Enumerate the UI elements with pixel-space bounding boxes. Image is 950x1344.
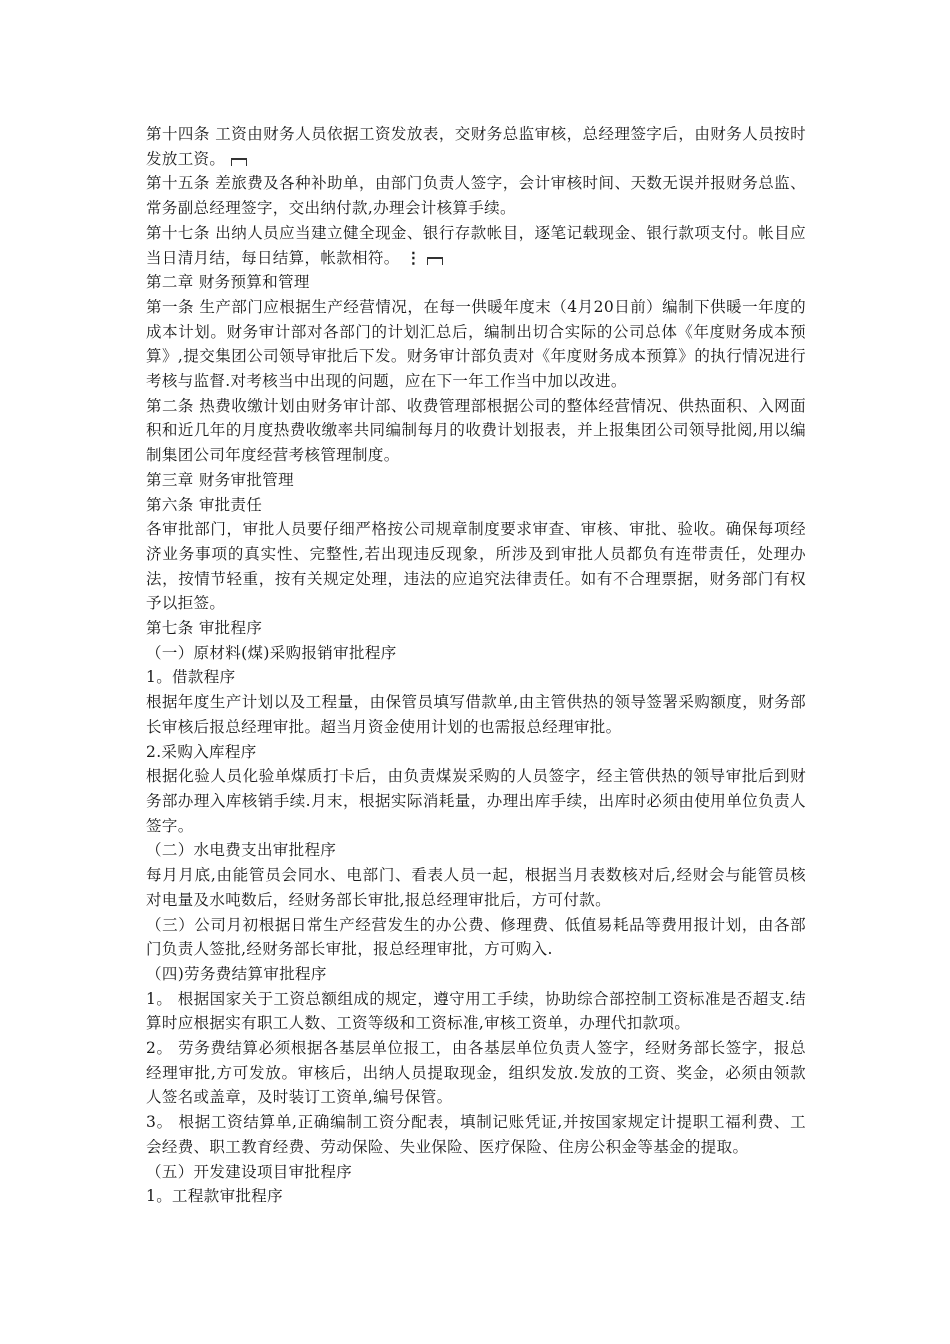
paragraph: [146, 616, 806, 641]
paragraph-text: 第七条 审批程序: [146, 619, 263, 638]
paragraph-text: （四)劳务费结算审批程序: [146, 964, 327, 983]
paragraph-text: （三）公司月初根据日常生产经营发生的办公费、修理费、低值易耗品等费用报计划，由各部门负责人签批,经财务部长审批，报总经理审批，方可购入.: [146, 915, 806, 959]
paragraph: [146, 987, 806, 1036]
paragraph-text: 2.采购入库程序: [146, 742, 257, 761]
paragraph: [146, 493, 806, 518]
document-body: [146, 122, 806, 1209]
vertical-dots-mark: ⋮: [405, 247, 422, 267]
paragraph-text: 第一条 生产部门应根据生产经营情况，在每一供暖年度末（4月20日前）编制下供暖一年度的成本计划。财务审计部对各部门的计划汇总后，编制出切合实际的公司总体《年度财务成本预算》,提交集团公司领导审批后下发。财务审计部负责对《年度财务成本预算》的执行情况进行考核与监督.对考核当中出现的问题，应在下一年工作当中加以改进。: [146, 297, 806, 391]
paragraph: [146, 1184, 806, 1209]
paragraph-text: 1。工程款审批程序: [146, 1187, 284, 1206]
paragraph-text: 第十四条 工资由财务人员依据工资发放表，交财务总监审核，总经理签字后，由财务人员按时发放工资。: [146, 125, 806, 168]
paragraph: [146, 1160, 806, 1185]
bracket-mark-icon: [427, 257, 443, 265]
paragraph-text: 第二条 热费收缴计划由财务审计部、收费管理部根据公司的整体经营情况、供热面积、入网面积和近几年的月度热费收缴率共同编制每月的收费计划报表，并上报集团公司领导批阅,用以编制集团公司年度经营考核管理制度。: [146, 396, 806, 465]
paragraph: [146, 962, 806, 987]
paragraph: [146, 171, 806, 220]
paragraph: [146, 270, 806, 295]
paragraph-text: 第十五条 差旅费及各种补助单，由部门负责人签字，会计审核时间、天数无误并报财务总监、常务副总经理签字，交出纳付款,办理会计核算手续。: [146, 174, 806, 218]
paragraph-text: 1。借款程序: [146, 668, 236, 687]
paragraph: [146, 665, 806, 690]
paragraph: [146, 690, 806, 739]
paragraph: [146, 122, 806, 171]
paragraph: [146, 764, 806, 838]
paragraph-text: 每月月底,由能管员会同水、电部门、看表人员一起，根据当月表数核对后,经财会与能管员核对电量及水吨数后，经财务部长审批,报总经理审批后，方可付款。: [146, 866, 806, 909]
paragraph-text: 第二章 财务预算和管理: [146, 273, 310, 292]
paragraph: [146, 838, 806, 863]
paragraph: [146, 641, 806, 666]
paragraph-text: 第三章 财务审批管理: [146, 470, 294, 489]
paragraph-text: 根据化验人员化验单煤质打卡后，由负责煤炭采购的人员签字，经主管供热的领导审批后到财务部办理入库核销手续.月末，根据实际消耗量，办理出库手续，出库时必须由使用单位负责人签字。: [146, 767, 806, 835]
paragraph-text: （二）水电费支出审批程序: [146, 841, 337, 860]
paragraph: [146, 517, 806, 616]
paragraph: [146, 1110, 806, 1159]
paragraph: [146, 468, 806, 493]
paragraph-text: 根据年度生产计划以及工程量，由保管员填写借款单,由主管供热的领导签署采购额度，财务部长审核后报总经理审批。超当月资金使用计划的也需报总经理审批。: [146, 693, 806, 736]
paragraph-text: 1。 根据国家关于工资总额组成的规定，遵守用工手续，协助综合部控制工资标准是否超支.结算时应根据实有职工人数、工资等级和工资标准,审核工资单，办理代扣款项。: [146, 989, 806, 1033]
paragraph-text: 第六条 审批责任: [146, 495, 263, 514]
paragraph-text: （一）原材料(煤)采购报销审批程序: [146, 643, 397, 662]
paragraph-text: 2。 劳务费结算必须根据各基层单位报工，由各基层单位负责人签字，经财务部长签字，报总经理审批,方可发放。审核后，出纳人员提取现金，组织发放.发放的工资、奖金，必须由领款人签名或盖章，及时装订工资单,编号保管。: [146, 1039, 806, 1107]
paragraph-text: 各审批部门，审批人员要仔细严格按公司规章制度要求审查、审核、审批、验收。确保每项经济业务事项的真实性、完整性,若出现违反现象，所涉及到审批人员都负有连带责任，处理办法，按情节轻重，按有关规定处理，违法的应追究法律责任。如有不合理票据，财务部门有权予以拒签。: [146, 520, 806, 613]
paragraph: [146, 740, 806, 765]
paragraph: [146, 394, 806, 468]
paragraph-text: （五）开发建设项目审批程序: [146, 1162, 353, 1181]
paragraph: [146, 295, 806, 394]
paragraph: [146, 863, 806, 912]
bracket-mark-icon: [231, 158, 247, 166]
paragraph-text: 3。 根据工资结算单,正确编制工资分配表，填制记账凭证,并按国家规定计提职工福利费、工会经费、职工教育经费、劳动保险、失业保险、医疗保险、住房公积金等基金的提取。: [146, 1113, 806, 1156]
paragraph: [146, 221, 806, 270]
paragraph: [146, 913, 806, 962]
paragraph-text: 第十七条 出纳人员应当建立健全现金、银行存款帐目，逐笔记载现金、银行款项支付。帐目应当日清月结，每日结算，帐款相符。: [146, 223, 806, 267]
paragraph: [146, 1036, 806, 1110]
